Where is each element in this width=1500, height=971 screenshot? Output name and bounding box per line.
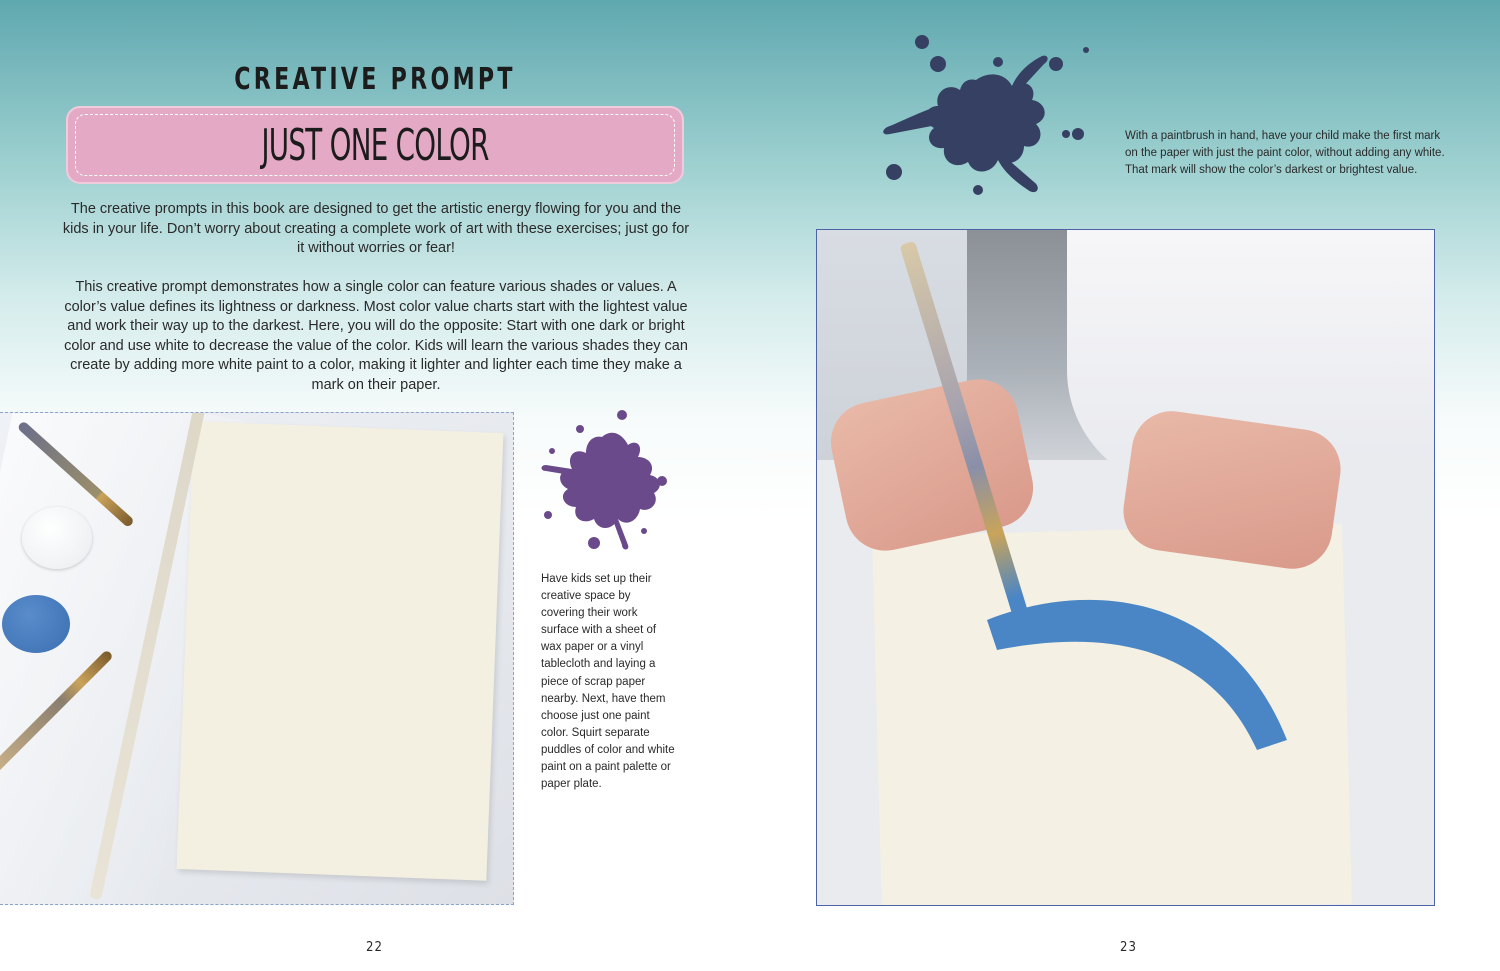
page-number-left: 22 [366, 940, 383, 955]
workspace-setup-photo [0, 412, 514, 905]
navy-paint-splat-icon [880, 34, 1090, 206]
setup-caption: Have kids set up their creative space by covering their work surface with a sheet of wax paper or a vinyl tablecloth and laying a piece of scrap paper nearby. Next, have them choose just one paint color. Squirt separate puddles of color and white paint on a paint palette or paper plate. [541, 573, 675, 791]
blue-paint-puddle [2, 595, 70, 653]
purple-paint-splat-icon [532, 405, 672, 553]
intro-paragraph: The creative prompts in this book are designed to get the artistic energy flowing for you and the kids in your life. Don’t worry about creating a complete work of art with these exercises; just go for it without worries or fear! [62, 201, 690, 257]
navy-splat-shape [883, 35, 1089, 195]
white-paint-puddle [22, 507, 92, 569]
purple-splat-shape [542, 410, 668, 550]
explanation-paragraph: This creative prompt demonstrates how a single color can feature various shades or values. A color’s value defines its lightness or darkness. Most color value charts start with the lightest value and work their way up to the darkest. Here, you will do the opposite: Start with one dark or bright color and use white to decrease the value of the color. Kids will learn the various shades they can create by adding more white paint to a color, making it lighter and lighter each time they make a mark on their paper. [64, 279, 688, 393]
child-painting-photo [816, 229, 1435, 906]
page-title: JUST ONE COLOR [261, 120, 489, 171]
blank-paper-sheet [177, 421, 504, 881]
section-label: CREATIVE PROMPT [234, 62, 516, 97]
page-number-right: 23 [1120, 940, 1137, 955]
title-banner [66, 106, 684, 184]
first-mark-caption: With a paintbrush in hand, have your child make the first mark on the paper with just the paint color, without adding any white. That mark will show the color’s darkest or brightest value. [1125, 130, 1445, 176]
right-hand [1118, 406, 1345, 574]
